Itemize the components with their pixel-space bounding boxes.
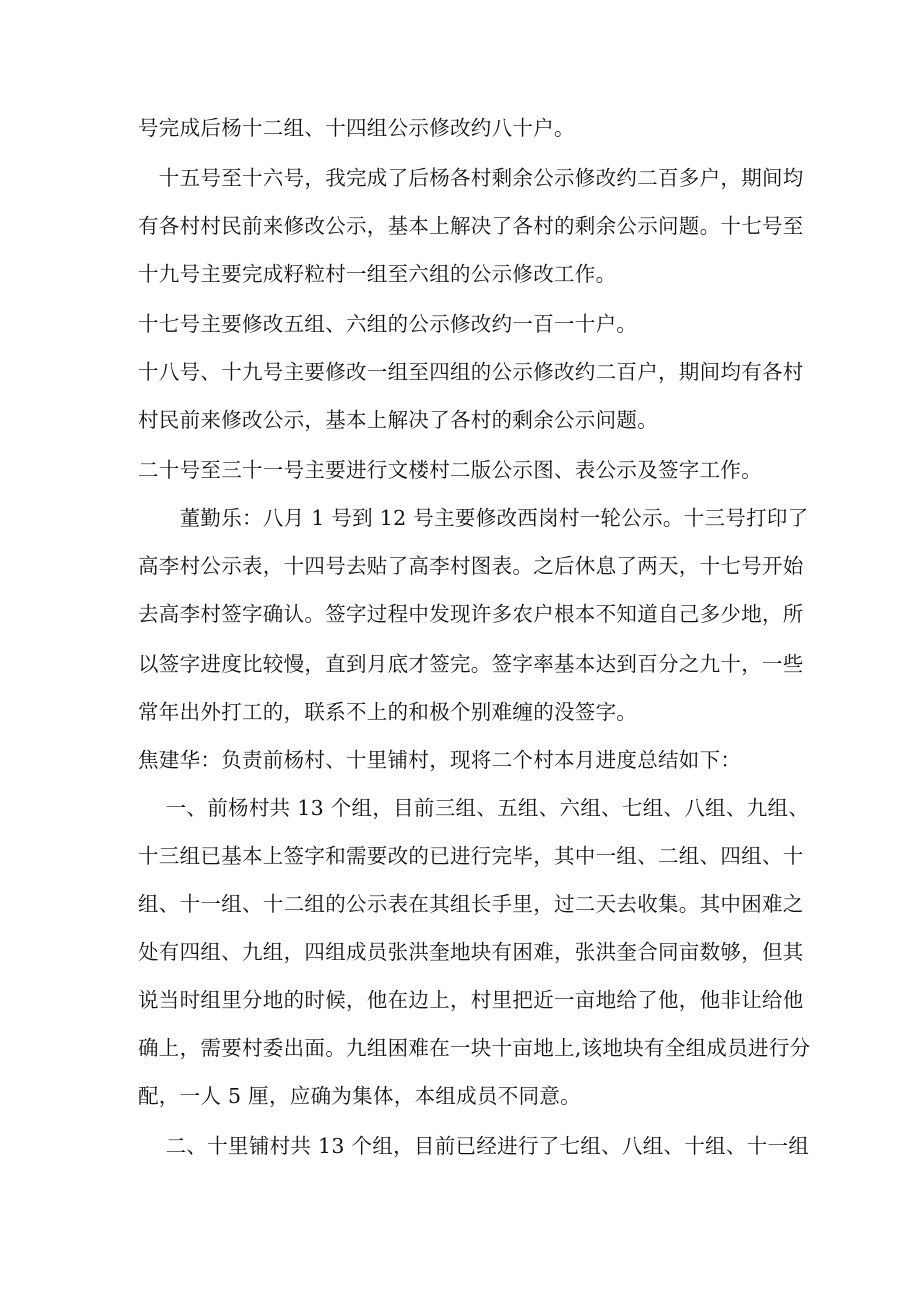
text-line: 号完成后杨十二组、十四组公示修改约八十户。 [138,116,575,140]
text-line: 十八号、十九号主要修改一组至四组的公示修改约二百户，期间均有各村 [138,360,804,384]
text-line: 十九号主要完成籽粒村一组至六组的公示修改工作。 [138,262,617,286]
text-line: 二、十里铺村共 13 个组，目前已经进行了七组、八组、十组、十一组 [138,1134,810,1158]
text-line: 确上，需要村委出面。九组困难在一块十亩地上,该地块有全组成员进行分 [138,1036,811,1060]
text-line: 十五号至十六号，我完成了后杨各村剩余公示修改约二百多户，期间均 [138,166,804,190]
text-line: 说当时组里分地的时候，他在边上，村里把近一亩地给了他，他非让给他 [138,988,804,1012]
text-line: 董勤乐：八月 1 号到 12 号主要修改西岗村一轮公示。十三号打印了 [138,506,809,530]
text-line: 十三组已基本上签字和需要改的已进行完毕，其中一组、二组、四组、十 [138,844,804,868]
text-line: 焦建华：负责前杨村、十里铺村，现将二个村本月进度总结如下： [138,748,742,772]
text-line: 十七号主要修改五组、六组的公示修改约一百一十户。 [138,312,638,336]
text-line: 配，一人 5 厘，应确为集体，本组成员不同意。 [138,1084,581,1108]
text-line: 二十号至三十一号主要进行文楼村二版公示图、表公示及签字工作。 [138,458,762,482]
text-line: 一、前杨村共 13 个组，目前三组、五组、六组、七组、八组、九组、 [138,796,810,820]
text-line: 常年出外打工的，联系不上的和极个别难缠的没签字。 [138,700,638,724]
text-line: 村民前来修改公示，基本上解决了各村的剩余公示问题。 [138,408,658,432]
text-line: 有各村村民前来修改公示，基本上解决了各村的剩余公示问题。十七号至 [138,214,804,238]
text-line: 高李村公示表，十四号去贴了高李村图表。之后休息了两天，十七号开始 [138,554,804,578]
text-line: 去高李村签字确认。签字过程中发现许多农户根本不知道自己多少地，所 [138,602,804,626]
text-line: 组、十一组、十二组的公示表在其组长手里，过二天去收集。其中困难之 [138,892,804,916]
text-line: 处有四组、九组，四组成员张洪奎地块有困难，张洪奎合同亩数够，但其 [138,940,804,964]
text-line: 以签字进度比较慢，直到月底才签完。签字率基本达到百分之九十，一些 [138,652,804,676]
